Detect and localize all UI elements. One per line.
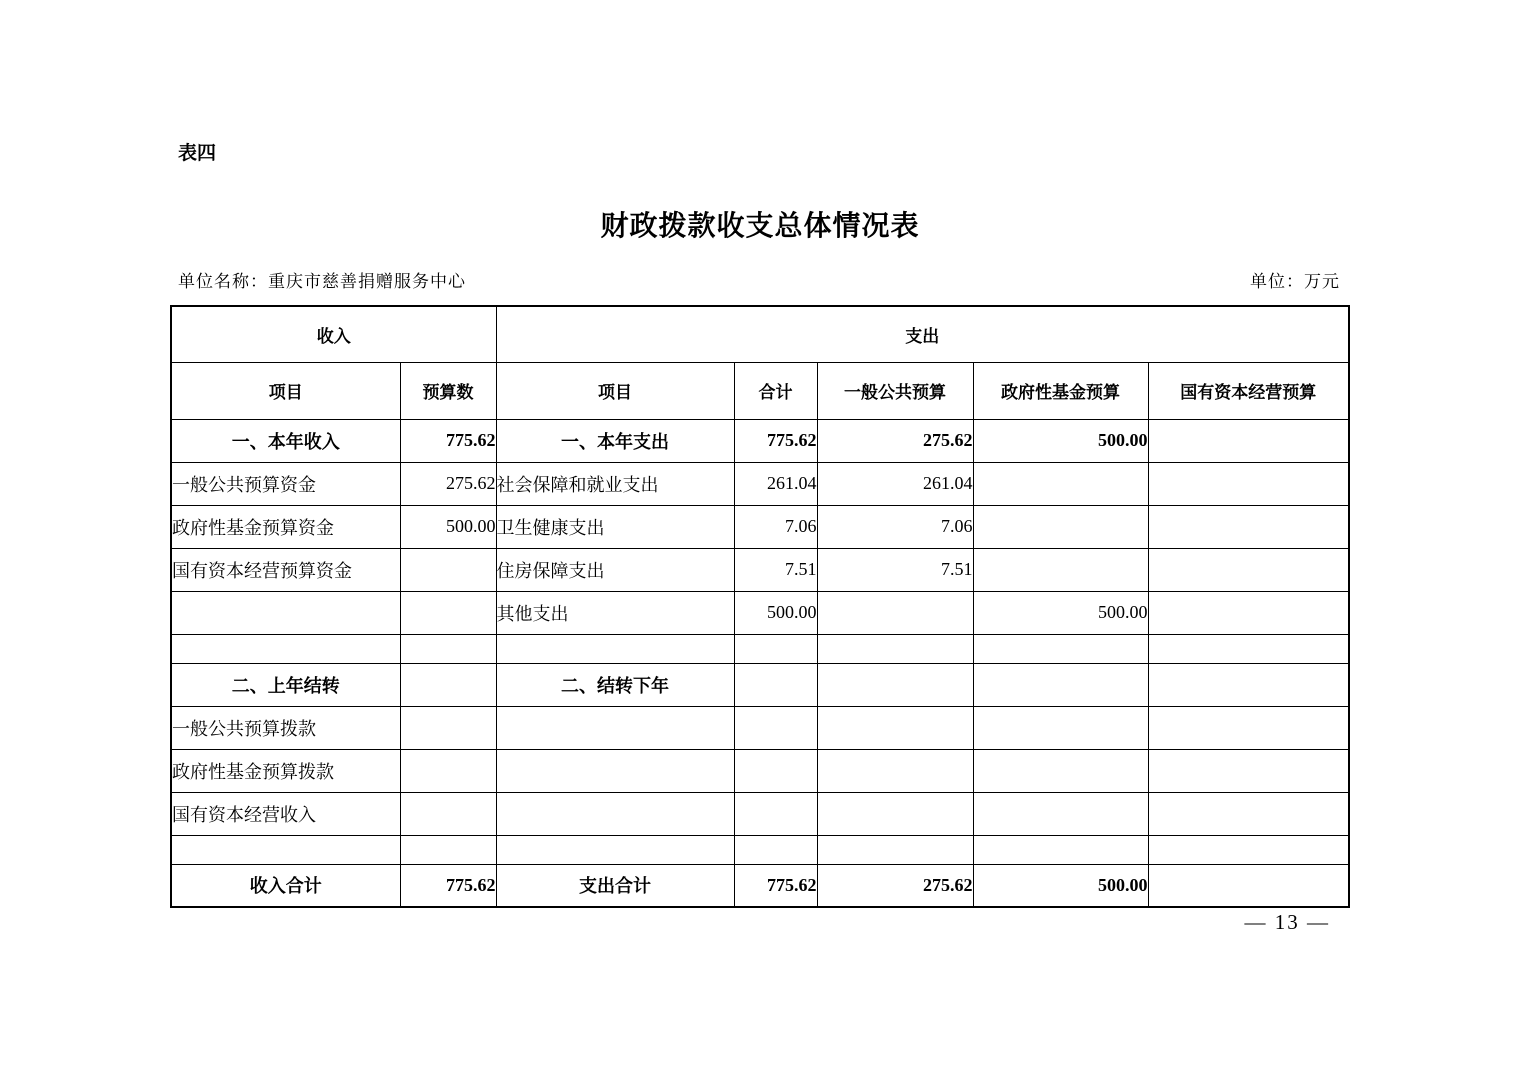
income-budget-cell: 275.62 — [400, 462, 496, 505]
table-row-spacer — [171, 634, 1349, 663]
income-item-cell: 国有资本经营预算资金 — [171, 548, 400, 591]
general-public-budget-cell: 7.51 — [817, 548, 973, 591]
expenditure-item-cell: 其他支出 — [496, 591, 734, 634]
total-cell: 261.04 — [734, 462, 817, 505]
income-budget-cell: 775.62 — [400, 864, 496, 907]
gov-fund-budget-cell — [973, 505, 1148, 548]
col-header-general-public-budget: 一般公共预算 — [817, 362, 973, 419]
income-item-cell — [171, 591, 400, 634]
general-public-budget-cell — [817, 663, 973, 706]
gov-fund-budget-cell — [973, 835, 1148, 864]
meta-row — [178, 267, 1340, 292]
page-number: — 13 — — [1244, 910, 1330, 934]
state-capital-budget-cell — [1148, 749, 1349, 792]
income-budget-cell — [400, 548, 496, 591]
state-capital-budget-cell — [1148, 634, 1349, 663]
general-public-budget-cell — [817, 749, 973, 792]
expenditure-item-cell: 支出合计 — [496, 864, 734, 907]
group-header-row — [171, 306, 1349, 362]
header-expenditure: 支出 — [496, 306, 1349, 362]
gov-fund-budget-cell — [973, 462, 1148, 505]
table-row — [171, 706, 1349, 749]
unit-label: 单位：万元 — [1250, 272, 1340, 291]
income-item-cell — [171, 835, 400, 864]
expenditure-item-cell — [496, 792, 734, 835]
col-header-income-item: 项目 — [171, 362, 400, 419]
income-budget-cell — [400, 634, 496, 663]
total-cell — [734, 792, 817, 835]
expenditure-item-cell: 二、结转下年 — [496, 663, 734, 706]
expenditure-item-cell — [496, 706, 734, 749]
table-row — [171, 462, 1349, 505]
expenditure-item-cell — [496, 749, 734, 792]
col-header-income-budget: 预算数 — [400, 362, 496, 419]
income-budget-cell: 775.62 — [400, 419, 496, 462]
general-public-budget-cell: 275.62 — [817, 419, 973, 462]
income-budget-cell — [400, 663, 496, 706]
general-public-budget-cell — [817, 591, 973, 634]
income-item-cell: 一般公共预算资金 — [171, 462, 400, 505]
gov-fund-budget-cell: 500.00 — [973, 864, 1148, 907]
total-cell: 775.62 — [734, 419, 817, 462]
income-budget-cell: 500.00 — [400, 505, 496, 548]
gov-fund-budget-cell: 500.00 — [973, 591, 1148, 634]
state-capital-budget-cell — [1148, 505, 1349, 548]
general-public-budget-cell — [817, 792, 973, 835]
state-capital-budget-cell — [1148, 548, 1349, 591]
table-row — [171, 505, 1349, 548]
table-label: 表四 — [178, 143, 217, 164]
unit-name-label: 单位名称：重庆市慈善捐赠服务中心 — [178, 272, 466, 291]
total-cell — [734, 749, 817, 792]
general-public-budget-cell: 261.04 — [817, 462, 973, 505]
gov-fund-budget-cell — [973, 548, 1148, 591]
general-public-budget-cell: 7.06 — [817, 505, 973, 548]
table-row — [171, 591, 1349, 634]
total-cell — [734, 663, 817, 706]
state-capital-budget-cell — [1148, 663, 1349, 706]
expenditure-item-cell: 住房保障支出 — [496, 548, 734, 591]
total-cell — [734, 835, 817, 864]
income-item-cell: 一、本年收入 — [171, 419, 400, 462]
gov-fund-budget-cell: 500.00 — [973, 419, 1148, 462]
expenditure-item-cell — [496, 634, 734, 663]
income-item-cell: 收入合计 — [171, 864, 400, 907]
income-budget-cell — [400, 792, 496, 835]
income-budget-cell — [400, 591, 496, 634]
state-capital-budget-cell — [1148, 419, 1349, 462]
general-public-budget-cell — [817, 634, 973, 663]
income-budget-cell — [400, 706, 496, 749]
income-budget-cell — [400, 835, 496, 864]
total-cell: 500.00 — [734, 591, 817, 634]
gov-fund-budget-cell — [973, 706, 1148, 749]
state-capital-budget-cell — [1148, 706, 1349, 749]
state-capital-budget-cell — [1148, 864, 1349, 907]
state-capital-budget-cell — [1148, 591, 1349, 634]
state-capital-budget-cell — [1148, 835, 1349, 864]
income-item-cell: 政府性基金预算拨款 — [171, 749, 400, 792]
expenditure-item-cell: 一、本年支出 — [496, 419, 734, 462]
expenditure-item-cell: 卫生健康支出 — [496, 505, 734, 548]
page-title: 财政拨款收支总体情况表 — [600, 211, 920, 242]
col-header-state-capital-budget: 国有资本经营预算 — [1148, 362, 1349, 419]
income-item-cell: 国有资本经营收入 — [171, 792, 400, 835]
general-public-budget-cell: 275.62 — [817, 864, 973, 907]
col-header-total: 合计 — [734, 362, 817, 419]
total-cell — [734, 706, 817, 749]
col-header-gov-fund-budget: 政府性基金预算 — [973, 362, 1148, 419]
table-row-carryover — [171, 663, 1349, 706]
gov-fund-budget-cell — [973, 634, 1148, 663]
col-header-expenditure-item: 项目 — [496, 362, 734, 419]
total-cell: 7.06 — [734, 505, 817, 548]
gov-fund-budget-cell — [973, 663, 1148, 706]
table-row — [171, 548, 1349, 591]
state-capital-budget-cell — [1148, 792, 1349, 835]
income-budget-cell — [400, 749, 496, 792]
table-row — [171, 792, 1349, 835]
table-row-current-year — [171, 419, 1349, 462]
column-header-row — [171, 362, 1349, 419]
table-row-totals — [171, 864, 1349, 907]
general-public-budget-cell — [817, 706, 973, 749]
expenditure-item-cell: 社会保障和就业支出 — [496, 462, 734, 505]
gov-fund-budget-cell — [973, 792, 1148, 835]
header-income: 收入 — [171, 306, 496, 362]
gov-fund-budget-cell — [973, 749, 1148, 792]
total-cell: 775.62 — [734, 864, 817, 907]
income-item-cell: 二、上年结转 — [171, 663, 400, 706]
expenditure-item-cell — [496, 835, 734, 864]
table-row-spacer — [171, 835, 1349, 864]
total-cell — [734, 634, 817, 663]
state-capital-budget-cell — [1148, 462, 1349, 505]
income-item-cell: 政府性基金预算资金 — [171, 505, 400, 548]
budget-table — [170, 305, 1350, 908]
general-public-budget-cell — [817, 835, 973, 864]
income-item-cell: 一般公共预算拨款 — [171, 706, 400, 749]
table-row — [171, 749, 1349, 792]
total-cell: 7.51 — [734, 548, 817, 591]
income-item-cell — [171, 634, 400, 663]
